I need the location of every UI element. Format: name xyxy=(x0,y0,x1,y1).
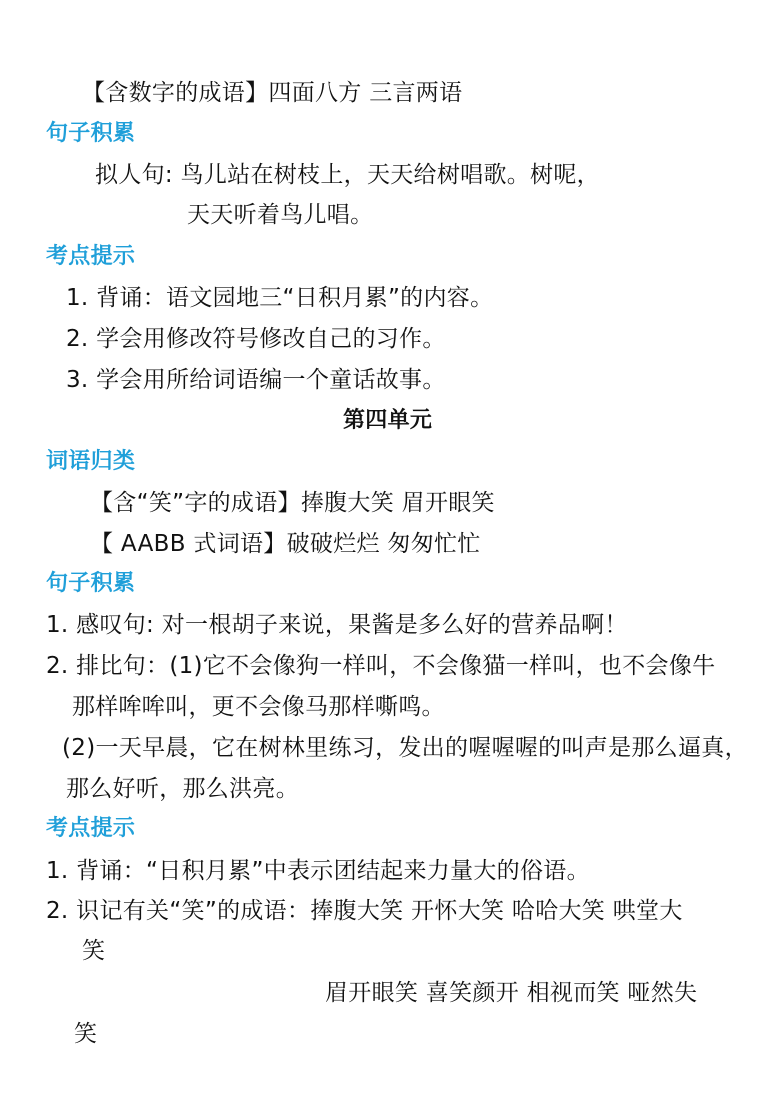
list-item: 2. 学会用修改符号修改自己的习作。 xyxy=(66,326,446,352)
list-item: 1. 背诵：“日积月累”中表示团结起来力量大的俗语。 xyxy=(46,858,590,884)
text-line: 天天听着鸟儿唱。 xyxy=(187,202,374,228)
text-line: 笑 xyxy=(82,938,106,964)
text-line: 拟人句: 鸟儿站在树枝上，天天给树唱歌。树呢， xyxy=(95,162,600,188)
text-line: (2)一天早晨，它在树林里练习，发出的喔喔喔的叫声是那么逼真， xyxy=(62,735,748,761)
text-line: 眉开眼笑 喜笑颜开 相视而笑 哑然失 xyxy=(325,980,698,1006)
section-heading: 句子积累 xyxy=(46,121,136,146)
text-line: 那样哞哞叫，更不会像马那样嘶鸣。 xyxy=(72,694,445,720)
section-heading: 词语归类 xyxy=(46,449,136,474)
list-item: 3. 学会用所给词语编一个童话故事。 xyxy=(66,367,446,393)
list-item: 2. 识记有关“笑”的成语：捧腹大笑 开怀大笑 哈哈大笑 哄堂大 xyxy=(46,898,683,924)
list-item: 2. 排比句：(1)它不会像狗一样叫，不会像猫一样叫，也不会像牛 xyxy=(46,653,716,679)
text-line: 【含“笑”字的成语】捧腹大笑 眉开眼笑 xyxy=(90,490,495,516)
section-heading: 考点提示 xyxy=(46,816,136,841)
text-line: 【含数字的成语】四面八方 三言两语 xyxy=(82,80,463,106)
section-heading: 句子积累 xyxy=(46,571,136,596)
list-item: 1. 背诵：语文园地三“日积月累”的内容。 xyxy=(66,285,494,311)
section-heading: 考点提示 xyxy=(46,244,136,269)
list-item: 1. 感叹句: 对一根胡子来说，果酱是多么好的营养品啊！ xyxy=(46,612,628,638)
unit-title: 第四单元 xyxy=(343,408,433,433)
text-line: 笑 xyxy=(74,1021,98,1047)
text-line: 【 AABB 式词语】破破烂烂 匆匆忙忙 xyxy=(90,531,481,557)
text-line: 那么好听，那么洪亮。 xyxy=(66,776,299,802)
